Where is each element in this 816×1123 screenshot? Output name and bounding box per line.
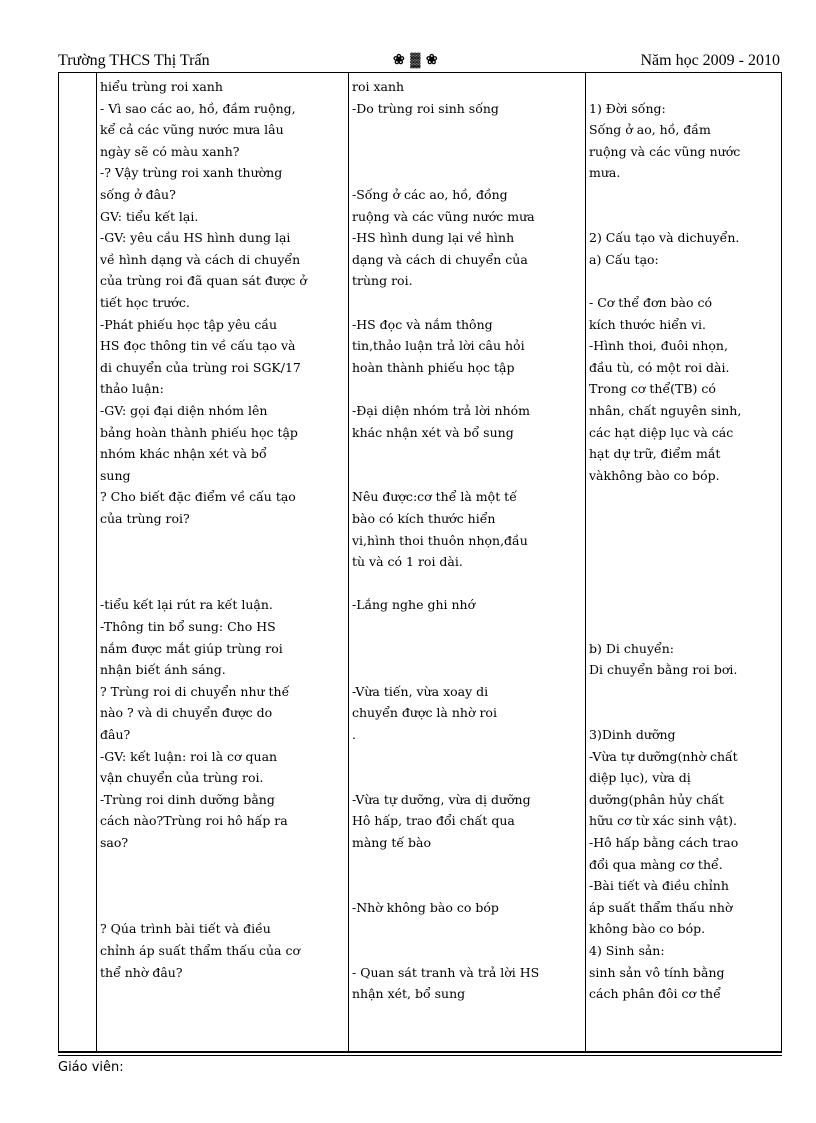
text-line: vận chuyển của trùng roi. — [100, 770, 264, 786]
text-line: cách phân đôi cơ thể — [589, 986, 721, 1002]
text-line: -Bài tiết và điều chỉnh — [589, 878, 729, 894]
text-line: dạng và cách di chuyển của — [352, 251, 528, 267]
text-line: của trùng roi đã quan sát được ở — [100, 273, 307, 289]
text-line: đổi qua màng cơ thể. — [589, 856, 723, 872]
text-line: ruộng và các vũng nước mưa — [352, 208, 535, 224]
text-line: kể cả các vũng nước mưa lâu — [100, 122, 284, 138]
text-line: Sống ở ao, hồ, đầm — [589, 122, 711, 138]
text-line: tù và có 1 roi dài. — [352, 554, 463, 570]
footer-rule-thin — [58, 1055, 782, 1056]
text-line: - Quan sát tranh và trả lời HS — [352, 964, 540, 980]
text-line: trùng roi. — [352, 273, 413, 289]
text-line: ? Trùng roi di chuyển như thế — [100, 683, 290, 699]
text-line: -GV: gọi đại diện nhóm lên — [100, 403, 268, 418]
text-line: màng tế bào — [352, 835, 431, 850]
table-border-left — [58, 73, 59, 1051]
text-line: hạt dự trữ, điểm mắt — [589, 446, 721, 462]
text-line: hiểu trùng roi xanh — [100, 79, 223, 94]
text-line: của trùng roi? — [100, 511, 190, 526]
text-line: -Nhờ không bào co bóp — [352, 899, 499, 915]
text-line: các hạt diệp lục và các — [589, 424, 734, 440]
text-line: -Trùng roi dinh dưỡng bằng — [100, 791, 275, 807]
text-line: 2) Cấu tạo và dichuyển. — [589, 230, 740, 246]
table-divider-2 — [348, 73, 349, 1051]
text-line: nhận biết ánh sáng. — [100, 662, 226, 678]
text-line: -Sống ở các ao, hồ, đồng — [352, 187, 508, 202]
text-line: nhận xét, bổ sung — [352, 986, 466, 1002]
text-line: -? Vậy trùng roi xanh thường — [100, 165, 283, 181]
teacher-label: Giáo viên: — [58, 1060, 124, 1075]
text-line: HS đọc thông tin về cấu tạo và — [100, 338, 296, 354]
text-line: -Đại diện nhóm trả lời nhóm — [352, 403, 531, 418]
header-ornament-icon: ❀ ▓ ❀ — [393, 53, 439, 68]
text-line: sao? — [100, 835, 129, 850]
text-line: hữu cơ từ xác sinh vật). — [589, 813, 738, 829]
text-line: thảo luận: — [100, 381, 164, 397]
text-line: đầu tù, có một roi dài. — [589, 359, 730, 375]
text-line: -Vừa tự dưỡng, vừa dị dưỡng — [352, 791, 531, 807]
text-line: diệp lục), vừa dị — [589, 770, 691, 786]
text-line: -Vừa tiến, vừa xoay di — [352, 683, 489, 699]
text-line: áp suất thẩm thấu nhờ — [589, 899, 733, 915]
text-line: thể nhờ đâu? — [100, 964, 183, 980]
table-divider-3 — [585, 73, 586, 1051]
text-line: đâu? — [100, 727, 131, 742]
school-year: Năm học 2009 - 2010 — [640, 52, 780, 69]
text-line: -HS hình dung lại về hình — [352, 230, 515, 246]
table-border-right — [781, 73, 782, 1051]
school-name: Trường THCS Thị Trấn — [58, 52, 210, 69]
text-line: Trong cơ thể(TB) có — [589, 381, 716, 397]
text-line: ? Cho biết đặc điểm về cấu tạo — [100, 489, 296, 505]
text-line: không bào co bóp. — [589, 921, 706, 937]
text-line: ngày sẽ có màu xanh? — [100, 143, 240, 159]
text-line: roi xanh — [352, 79, 405, 94]
text-line: sống ở đâu? — [100, 187, 176, 202]
text-line: nắm được mắt giúp trùng roi — [100, 640, 283, 656]
text-line: -Do trùng roi sinh sống — [352, 100, 499, 116]
text-line: chuyển được là nhờ roi — [352, 705, 497, 721]
text-line: -GV: yêu cầu HS hình dung lại — [100, 230, 291, 246]
text-line: 4) Sinh sản: — [589, 943, 665, 958]
text-line: sung — [100, 467, 131, 483]
text-line: GV: tiểu kết lại. — [100, 208, 199, 224]
text-line: Nêu được:cơ thể là một tế — [352, 489, 517, 505]
text-line: cách nào?Trùng roi hô hấp ra — [100, 813, 288, 829]
text-line: -HS đọc và nắm thông — [352, 316, 493, 332]
footer-rule-thick — [58, 1051, 782, 1053]
text-line: -Lắng nghe ghi nhớ — [352, 597, 476, 613]
text-line: nào ? và di chuyển được do — [100, 705, 273, 721]
text-line: 1) Đời sống: — [589, 100, 666, 116]
text-line: chỉnh áp suất thẩm thấu của cơ — [100, 943, 300, 958]
text-line: -Hô hấp bằng cách trao — [589, 835, 739, 850]
text-line: kích thước hiển vi. — [589, 316, 707, 332]
header-rule — [58, 72, 782, 73]
text-line: ? Qúa trình bài tiết và điều — [100, 921, 271, 937]
text-line: - Cơ thể đơn bào có — [589, 295, 713, 310]
text-line: a) Cấu tạo: — [589, 251, 659, 267]
text-line: b) Di chuyển: — [589, 640, 674, 656]
text-line: -Vừa tự dưỡng(nhờ chất — [589, 748, 738, 764]
text-line: -Thông tin bổ sung: Cho HS — [100, 619, 276, 634]
text-line: ruộng và các vũng nước — [589, 143, 741, 159]
page-header — [58, 52, 780, 72]
text-line: nhóm khác nhận xét và bổ — [100, 446, 267, 462]
text-line: hoàn thành phiếu học tập — [352, 359, 515, 375]
text-line: vi,hình thoi thuôn nhọn,đầu — [352, 532, 528, 548]
text-line: -GV: kết luận: roi là cơ quan — [100, 748, 278, 764]
text-line: - Vì sao các ao, hồ, đầm ruộng, — [100, 100, 296, 116]
text-line: -tiểu kết lại rút ra kết luận. — [100, 597, 273, 613]
text-line: Hô hấp, trao đổi chất qua — [352, 813, 515, 829]
text-line: khác nhận xét và bổ sung — [352, 424, 514, 440]
text-line: vàkhông bào co bóp. — [589, 467, 720, 483]
text-line: tin,thảo luận trả lời câu hỏi — [352, 338, 525, 354]
text-line: mưa. — [589, 165, 621, 181]
text-line: . — [352, 727, 356, 742]
text-line: bào có kích thước hiển — [352, 511, 496, 526]
text-line: nhân, chất nguyên sinh, — [589, 403, 742, 418]
text-line: Di chuyển bằng roi bơi. — [589, 662, 738, 678]
text-line: bảng hoàn thành phiếu học tập — [100, 424, 298, 440]
text-line: dưỡng(phân hủy chất — [589, 791, 724, 807]
text-line: sinh sản vô tính bằng — [589, 964, 725, 980]
text-line: 3)Dinh dưỡng — [589, 727, 676, 742]
text-line: di chuyển của trùng roi SGK/17 — [100, 359, 301, 375]
text-line: tiết học trước. — [100, 295, 190, 310]
table-divider-1 — [96, 73, 97, 1051]
text-line: về hình dạng và cách di chuyển — [100, 251, 301, 267]
text-line: -Hình thoi, đuôi nhọn, — [589, 338, 728, 354]
text-line: -Phát phiếu học tập yêu cầu — [100, 316, 278, 332]
